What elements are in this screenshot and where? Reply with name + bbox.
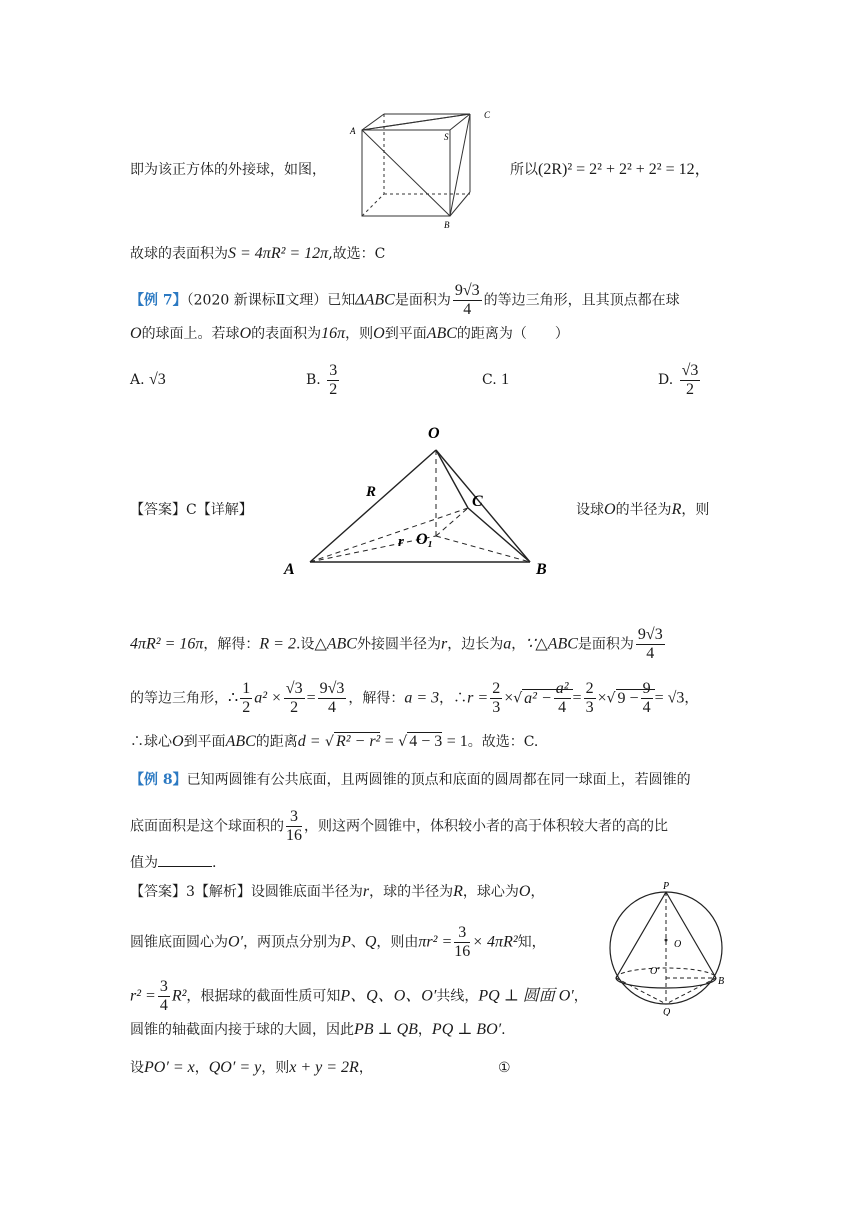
solution-7-line-2: 的等边三角形，∴ $\frac{1}{2}$ a² × $\frac{√3}{2}$ = $\frac{9√3}{4}$ ，解得：a = 3，∴r = $\frac{2}{3}$ ×√ a² − $\frac{\text{a²}}{4}$ = $\frac{2}{3}$ ×√ 9 − $\frac{9}{4}$ = √3，: [130, 680, 699, 717]
math: r: [362, 883, 370, 900]
math: =: [306, 689, 316, 707]
text: 设球: [576, 502, 604, 518]
text: 故球的表面积为: [130, 246, 228, 262]
math: = √3: [654, 689, 685, 707]
text: 共线，: [436, 988, 479, 1005]
denominator: 2: [242, 699, 251, 716]
paragraph-surface-area: [130, 242, 385, 266]
numerator: 9√3: [637, 626, 663, 643]
answer-8-line-3: [130, 978, 588, 1015]
math: r² =: [130, 987, 156, 1005]
text: 的球面上。若球: [141, 326, 240, 342]
cube-label-c: C: [484, 110, 491, 120]
math: ABC: [426, 325, 457, 342]
cube-label-b: B: [444, 220, 450, 230]
fraction: [636, 626, 665, 663]
fraction: [240, 680, 252, 717]
tetra-label-c: C: [472, 493, 483, 510]
sphere-label-b: B: [718, 976, 725, 987]
math: O′: [228, 933, 244, 951]
text: ，∴: [439, 690, 468, 707]
answer-8-line-1: [130, 880, 544, 904]
sphere-label-p: P: [663, 881, 670, 892]
equation-marker: [498, 1056, 511, 1080]
math: R: [453, 883, 463, 900]
denominator: 4: [327, 699, 336, 716]
math: ΔABC: [355, 291, 395, 309]
text: ，则: [261, 1060, 290, 1076]
fraction: [454, 924, 470, 961]
math: O: [172, 733, 184, 750]
math: 9 −: [617, 689, 639, 707]
math: O: [604, 501, 616, 518]
text: 、: [350, 934, 365, 951]
text: 所以: [510, 162, 538, 178]
math: a: [503, 635, 512, 653]
text: 的半径为: [615, 502, 672, 518]
sphere-label-o: O: [674, 939, 682, 950]
denominator: 4: [159, 997, 168, 1014]
fraction: [680, 362, 701, 399]
text: ，: [530, 884, 545, 900]
denominator: 16: [286, 827, 302, 844]
cube-figure: [340, 106, 500, 230]
numerator: 3: [454, 924, 470, 943]
denominator: 3: [585, 699, 594, 716]
math: R²: [171, 987, 187, 1005]
text: 外接圆半径为: [356, 636, 441, 653]
fraction: [158, 978, 170, 1015]
math: a² ×: [254, 689, 282, 707]
paragraph-cube: [130, 158, 326, 182]
text: 【答案】C【详解】: [130, 502, 253, 518]
numerator: 3: [329, 361, 338, 379]
tetra-label-b: B: [536, 561, 547, 578]
math: △ABC: [314, 635, 357, 653]
text: ，则: [681, 502, 710, 518]
numerator: 9: [642, 680, 651, 698]
text: ，则: [345, 326, 374, 342]
math: PO′ = x: [144, 1059, 195, 1076]
option-value: √3: [149, 371, 166, 388]
option-label: A.: [130, 372, 145, 388]
text: 。故选：C.: [467, 734, 539, 750]
solution-7-line-1: [130, 626, 667, 663]
text: .设: [295, 636, 315, 653]
text: 值为: [130, 855, 158, 871]
math: ×: [504, 689, 514, 707]
answer-blank[interactable]: [158, 850, 212, 867]
text: 设: [130, 1060, 144, 1076]
math: d =: [297, 733, 321, 750]
tetra-label-r-big: R: [366, 484, 377, 500]
text: 圆锥底面圆心为: [130, 934, 228, 951]
text: 是面积为: [394, 292, 451, 309]
numerator: 1: [242, 680, 251, 697]
math: ABC: [225, 733, 256, 750]
sqrt: [616, 680, 655, 717]
example-8-line-3: [130, 850, 216, 875]
numerator: 9√3: [454, 282, 480, 299]
option-d[interactable]: [658, 360, 702, 400]
sphere-label-o-prime: O′: [650, 966, 660, 977]
denominator: 3: [492, 699, 501, 716]
tetrahedron-figure: [278, 420, 568, 590]
math: PQ ⊥ BO′: [431, 1021, 502, 1038]
text: 已知两圆锥有公共底面，且两圆锥的顶点和底面的圆周都在同一球面上，若圆锥的: [186, 772, 691, 788]
text: 到平面: [384, 326, 427, 342]
math: r =: [467, 689, 489, 707]
text: 知，: [517, 934, 546, 951]
math: O: [239, 325, 252, 342]
text: ，根据球的截面性质可知: [186, 988, 341, 1005]
option-b[interactable]: [306, 360, 341, 400]
solution-7-line-3: ∴球心O到平面ABC的距离d = √ R² − r² = √ 4 − 3 = 1。故选：C.: [130, 733, 539, 750]
fraction: [584, 680, 596, 717]
math: =: [572, 689, 582, 707]
text: .: [212, 855, 217, 871]
denominator: 2: [329, 380, 338, 398]
answer-7-left: [130, 498, 253, 522]
text: 的距离: [255, 734, 298, 750]
math: 16π: [321, 325, 346, 342]
fraction: [554, 680, 571, 717]
numerator: √3: [681, 361, 699, 379]
fraction: [490, 680, 502, 717]
math: πr² =: [418, 933, 453, 951]
example-7-line-2: [130, 322, 569, 346]
math: ∴: [228, 689, 239, 707]
denominator: 16: [454, 943, 471, 960]
tetra-label-r-small: r: [398, 534, 404, 550]
option-value: 1: [501, 371, 510, 388]
math: × 4πR²: [472, 933, 518, 951]
math: QO′ = y: [208, 1059, 262, 1076]
fraction: [453, 282, 482, 319]
tetra-label-o1: O₁: [416, 531, 434, 548]
answer-8-line-5: [130, 1056, 373, 1080]
text: .: [501, 1022, 506, 1038]
math: = 1: [446, 733, 468, 750]
text: ，: [358, 1060, 373, 1076]
math: ∵△ABC: [525, 635, 578, 653]
sphere-label-q: Q: [663, 1007, 671, 1016]
numerator: √3: [285, 680, 303, 697]
option-label: D.: [658, 372, 674, 388]
sqrt: 4 − 3: [409, 733, 443, 750]
math: P: [341, 933, 351, 951]
text: ①: [498, 1060, 511, 1076]
text: ，两顶点分别为: [243, 934, 342, 951]
example-8-line-2: [130, 808, 668, 845]
text: ,故选：C: [328, 246, 386, 262]
text: ，则这两个圆锥中，体积较小者的高于体积较大者的高的比: [304, 818, 668, 835]
math: P、Q、O、O′: [340, 987, 437, 1005]
example-7-line-1: [130, 282, 680, 319]
denominator: 4: [463, 301, 472, 318]
text: ，: [417, 1022, 432, 1038]
numerator: a²: [555, 680, 569, 698]
text: ，: [194, 1060, 209, 1076]
example-tag: 【例 8】: [130, 772, 187, 788]
math: O: [518, 883, 531, 900]
denominator: 4: [646, 645, 655, 662]
answer-8-line-4: [130, 1018, 506, 1042]
example-8-line-1: [130, 768, 691, 792]
math: PB ⊥ QB: [354, 1021, 418, 1038]
text: ，: [573, 988, 588, 1005]
math: a = 3: [404, 689, 440, 707]
math: x + y = 2R: [289, 1059, 359, 1076]
text: ，球的半径为: [369, 884, 454, 900]
option-label: B.: [306, 372, 321, 388]
math: 4πR² = 16π: [130, 635, 204, 653]
option-label: C.: [482, 372, 497, 388]
text: ，边长为: [447, 636, 504, 653]
example-tag: 【例 7】: [130, 292, 187, 309]
math: PQ ⊥ 圆面 O′: [478, 987, 574, 1005]
text: ，: [684, 690, 699, 707]
text: ，解得：: [348, 690, 405, 707]
math: R = 2: [259, 635, 296, 653]
text: （2020 新课标Ⅱ文理）已知: [186, 292, 356, 309]
math: R: [671, 501, 682, 518]
text: ，: [511, 636, 526, 653]
text: ∴球心: [130, 734, 172, 750]
math: r: [440, 635, 448, 653]
math: ×: [597, 689, 607, 707]
fraction: [327, 362, 339, 399]
option-c[interactable]: [482, 360, 509, 400]
text: 的等边三角形，且其顶点都在球: [483, 292, 680, 309]
paragraph-cube-formula: [510, 158, 711, 182]
answer-8-line-2: [130, 924, 546, 961]
text: ，则由: [376, 934, 419, 951]
text: 是面积为: [577, 636, 634, 653]
sqrt: [522, 680, 572, 717]
text: 【答案】3【解析】设圆锥底面半径为: [130, 884, 363, 900]
fraction: [641, 680, 653, 717]
text: 的表面积为: [251, 326, 322, 342]
sphere-cone-figure: [606, 876, 746, 1016]
tetra-label-a: A: [284, 561, 295, 578]
text: ，球心为: [462, 884, 519, 900]
denominator: 4: [558, 699, 567, 717]
fraction: [318, 680, 347, 717]
text: 即为该正方体的外接球，如图，: [130, 162, 326, 178]
option-a[interactable]: [130, 360, 166, 400]
numerator: 3: [159, 978, 168, 995]
cube-label-s: S: [444, 132, 449, 142]
text: 的等边三角形，: [130, 690, 228, 707]
math: Q: [364, 933, 377, 951]
fraction: [284, 680, 305, 717]
denominator: 4: [642, 699, 651, 717]
numerator: 2: [585, 680, 594, 697]
math: O: [130, 325, 142, 342]
denominator: 2: [290, 699, 299, 716]
text: 到平面: [183, 734, 226, 750]
text: ，解得：: [203, 636, 260, 653]
text: 底面面积是这个球面积的: [130, 818, 284, 835]
tetra-label-o: O: [428, 425, 440, 442]
formula: (2R)² = 2² + 2² + 2² = 12，: [538, 161, 711, 178]
fraction: [286, 808, 302, 845]
denominator: 2: [686, 380, 695, 398]
math: a² −: [524, 689, 552, 707]
formula: S = 4πR² = 12π: [228, 245, 329, 262]
sqrt: R² − r²: [335, 733, 381, 750]
numerator: 3: [286, 808, 302, 827]
text: 圆锥的轴截面内接于球的大圆，因此: [130, 1022, 354, 1038]
math: O: [373, 325, 385, 342]
answer-7-right: [576, 498, 709, 522]
cube-label-a: A: [350, 126, 356, 136]
numerator: 9√3: [319, 680, 345, 697]
text: 的距离为（ ）: [456, 326, 569, 342]
numerator: 2: [492, 680, 501, 697]
math: =: [384, 733, 394, 750]
